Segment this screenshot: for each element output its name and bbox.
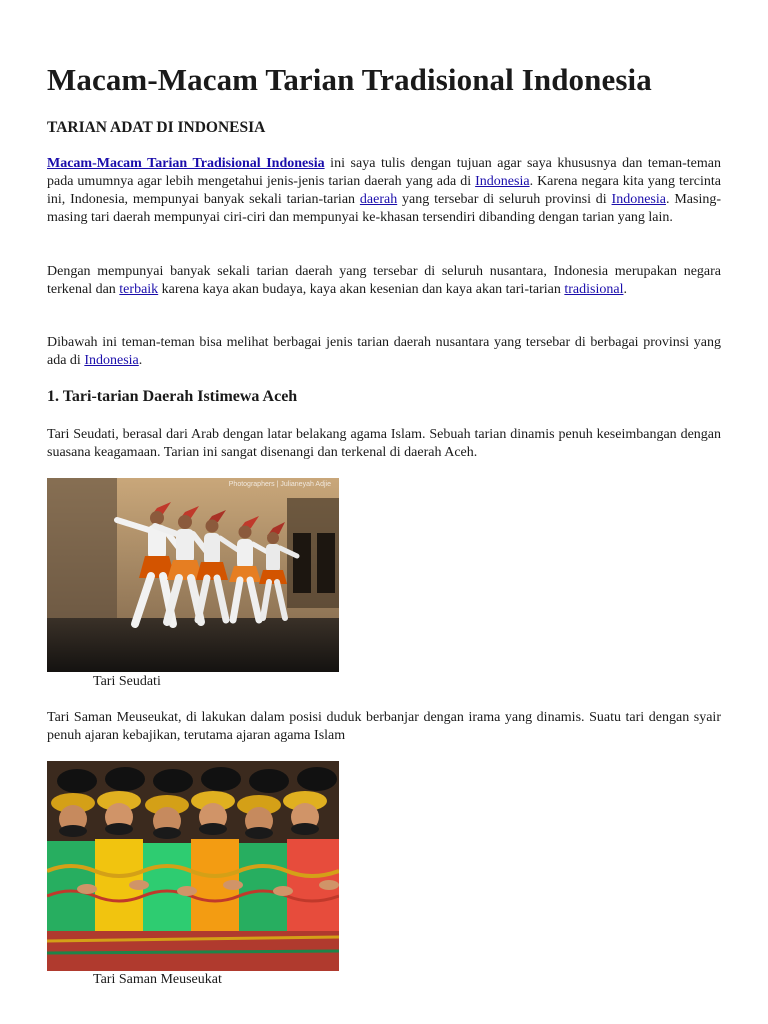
intro-paragraph [47,155,721,227]
indonesia-link[interactable]: Indonesia [611,192,666,207]
intro-text: . Karena negara kita yang tercinta ini, Indonesia, mempunyai banyak sekali tarian-tarian [47,174,721,207]
paragraph-text: . [623,282,627,297]
photo-watermark: Photographers | Julianeyah Adjie [228,481,331,488]
saman-dancers-illustration [47,761,339,971]
intro-text: ini saya tulis dengan tujuan agar saya khususnya dan teman-teman pada umumnya agar lebih mengetahui jenis-jenis tarian daerah yang ada di [47,156,721,189]
section-subtitle: TARIAN ADAT DI INDONESIA [47,119,266,136]
paragraph-text: . [138,353,143,368]
seudati-dancers-illustration [47,478,339,672]
seudati-paragraph: Tari Seudati, berasal dari Arab dengan latar belakang agama Islam. Sebuah tarian dinamis penuh keseimbangan dengan suasana keagamaan. Tarian ini sangat disenangi dan terkenal di daerah Aceh. [47,427,721,460]
title-link[interactable]: Macam-Macam Tarian Tradisional Indonesia [47,156,325,171]
paragraph-text: Dibawah ini teman-teman bisa melihat berbagai jenis tarian daerah nusantara yang tersebar di berbagai provinsi yang ada di [47,335,721,368]
intro-text: . Masing-masing tari daerah mempunyai ciri-ciri dan mempunyai ke-khasan tersendiri dibanding dengan tarian yang lain. [47,192,721,225]
paragraph-nusantara [47,263,721,299]
daerah-link[interactable]: daerah [359,192,398,207]
terbaik-link[interactable]: terbaik [119,282,159,297]
tradisional-link[interactable]: tradisional [564,282,624,297]
paragraph-text: Dengan mempunyai banyak sekali tarian daerah yang tersebar di seluruh nusantara, Indonesia merupakan negara terkenal dan [47,264,721,297]
indonesia-link[interactable]: Indonesia [84,353,139,368]
paragraph-text: karena kaya akan budaya, kaya akan kesenian dan kaya akan tari-tarian [158,282,565,297]
indonesia-link[interactable]: Indonesia [475,174,530,189]
section-heading-aceh: 1. Tari-tarian Daerah Istimewa Aceh [47,388,298,405]
intro-text: yang tersebar di seluruh provinsi di [397,192,612,207]
page-title: Macam-Macam Tarian Tradisional Indonesia [47,62,652,97]
saman-caption: Tari Saman Meuseukat [93,972,222,987]
seudati-photo [47,478,339,672]
saman-photo [47,761,339,971]
saman-paragraph: Tari Saman Meuseukat, di lakukan dalam posisi duduk berbanjar dengan irama yang dinamis. Suatu tari dengan syair penuh ajaran kebajikan, terutama ajaran agama Islam [47,710,721,743]
seudati-caption: Tari Seudati [93,674,161,689]
paragraph-dibawah [47,334,721,370]
